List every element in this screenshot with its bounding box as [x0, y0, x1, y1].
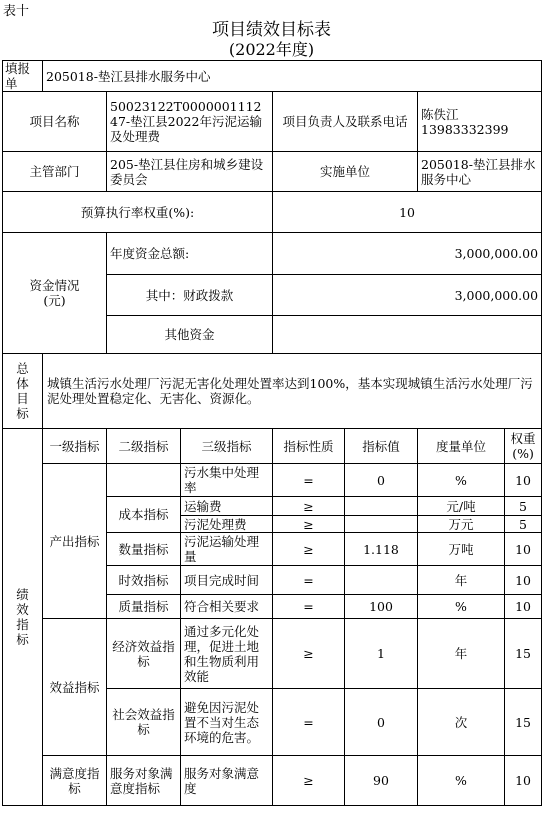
overall-goal-text: 城镇生活污水处理厂污泥无害化处理处置率达到100%，基本实现城镇生活污水处理厂污泥处理处置稳定化、无害化、资源化。	[43, 354, 542, 429]
department-value: 205-垫江县住房和城乡建设委员会	[107, 152, 273, 192]
indicator-unit: 年	[418, 619, 505, 689]
level1-benefit: 效益指标	[43, 619, 107, 756]
level2-economic: 经济效益指标	[107, 619, 181, 689]
indicator-unit: 年	[418, 566, 505, 595]
implementing-unit-label: 实施单位	[273, 152, 418, 192]
indicator-value	[345, 497, 418, 516]
indicator-weight: 15	[505, 619, 542, 689]
project-name-row	[3, 92, 542, 152]
indicator-nature: =	[273, 595, 345, 619]
indicator-value: 1	[345, 619, 418, 689]
department-label: 主管部门	[3, 152, 107, 192]
indicator-nature: ≥	[273, 497, 345, 516]
level2-quantity: 数量指标	[107, 533, 181, 566]
filler-value: 205018-垫江县排水服务中心	[43, 61, 542, 92]
indicator-weight: 15	[505, 689, 542, 756]
column-level3: 三级指标	[181, 429, 273, 464]
department-row	[3, 152, 542, 192]
level2-cost: 成本指标	[107, 497, 181, 533]
column-unit: 度量单位	[418, 429, 505, 464]
indicator-nature: ≥	[273, 516, 345, 533]
indicator-weight: 5	[505, 497, 542, 516]
level2-time: 时效指标	[107, 566, 181, 595]
indicator-value: 1.118	[345, 533, 418, 566]
performance-indicator-label: 绩效指标	[3, 429, 43, 806]
funds-fiscal-label: 其中：财政拨款	[107, 275, 273, 316]
contact-value	[418, 92, 542, 152]
overall-goal-row	[3, 354, 542, 429]
indicator-name: 污水集中处理率	[181, 464, 273, 497]
column-weight: 权重(%)	[505, 429, 542, 464]
indicator-value: 100	[345, 595, 418, 619]
indicator-unit: 次	[418, 689, 505, 756]
level2-empty	[107, 464, 181, 497]
contact-label: 项目负责人及联系电话	[273, 92, 418, 152]
implementing-unit-value: 205018-垫江县排水服务中心	[418, 152, 542, 192]
budget-weight-label: 预算执行率权重(%):	[3, 192, 273, 233]
funds-label: 资金情况(元)	[3, 233, 107, 354]
indicator-weight: 10	[505, 566, 542, 595]
filler-label: 填报单	[3, 61, 43, 92]
level1-output: 产出指标	[43, 464, 107, 619]
funds-total-row	[3, 233, 542, 275]
indicator-value	[345, 566, 418, 595]
page-title: 项目绩效目标表	[212, 20, 331, 40]
indicator-name: 项目完成时间	[181, 566, 273, 595]
column-value: 指标值	[345, 429, 418, 464]
level2-service: 服务对象满意度指标	[107, 756, 181, 806]
table-row	[3, 756, 542, 806]
table-row	[3, 619, 542, 689]
indicator-nature: ≥	[273, 619, 345, 689]
table-row	[3, 464, 542, 497]
contact-name: 陈佚江	[421, 106, 459, 122]
indicator-value: 0	[345, 464, 418, 497]
indicator-name: 符合相关要求	[181, 595, 273, 619]
funds-total-label: 年度资金总额:	[107, 233, 273, 275]
indicator-unit: 万吨	[418, 533, 505, 566]
indicator-unit: %	[418, 595, 505, 619]
indicator-unit: %	[418, 756, 505, 806]
funds-fiscal-value: 3,000,000.00	[273, 275, 542, 316]
budget-weight-value: 10	[273, 192, 542, 233]
indicator-nature: =	[273, 566, 345, 595]
indicator-unit: 元/吨	[418, 497, 505, 516]
contact-phone: 13983332399	[421, 121, 509, 137]
level2-quality: 质量指标	[107, 595, 181, 619]
indicator-value: 0	[345, 689, 418, 756]
indicator-header-row	[3, 429, 542, 464]
indicator-name: 通过多元化处理，促进土地和生物质利用效能	[181, 619, 273, 689]
indicator-weight: 5	[505, 516, 542, 533]
table-number-label: 表十	[3, 4, 30, 19]
level1-satisfaction: 满意度指标	[43, 756, 107, 806]
indicator-nature: ≥	[273, 533, 345, 566]
indicator-value	[345, 516, 418, 533]
overall-goal-label: 总体目标	[3, 354, 43, 429]
column-level1: 一级指标	[43, 429, 107, 464]
indicator-name: 服务对象满意度	[181, 756, 273, 806]
indicator-nature: =	[273, 689, 345, 756]
performance-target-table	[2, 60, 542, 806]
level2-social: 社会效益指标	[107, 689, 181, 756]
indicator-name: 避免因污泥处置不当对生态环境的危害。	[181, 689, 273, 756]
budget-weight-row	[3, 192, 542, 233]
indicator-weight: 10	[505, 595, 542, 619]
indicator-weight: 10	[505, 464, 542, 497]
indicator-nature: ≥	[273, 756, 345, 806]
indicator-unit: %	[418, 464, 505, 497]
indicator-value: 90	[345, 756, 418, 806]
project-name-value: 50023122T000000111247-垫江县2022年污泥运输及处理费	[107, 92, 273, 152]
funds-other-label: 其他资金	[107, 316, 273, 354]
indicator-unit: 万元	[418, 516, 505, 533]
indicator-weight: 10	[505, 533, 542, 566]
indicator-weight: 10	[505, 756, 542, 806]
filler-row	[3, 61, 542, 92]
column-level2: 二级指标	[107, 429, 181, 464]
indicator-nature: =	[273, 464, 345, 497]
funds-other-value	[273, 316, 542, 354]
funds-total-value: 3,000,000.00	[273, 233, 542, 275]
indicator-name: 运输费	[181, 497, 273, 516]
indicator-name: 污泥处理费	[181, 516, 273, 533]
indicator-name: 污泥运输处理量	[181, 533, 273, 566]
page-subtitle: (2022年度)	[228, 40, 315, 59]
project-name-label: 项目名称	[3, 92, 107, 152]
column-nature: 指标性质	[273, 429, 345, 464]
